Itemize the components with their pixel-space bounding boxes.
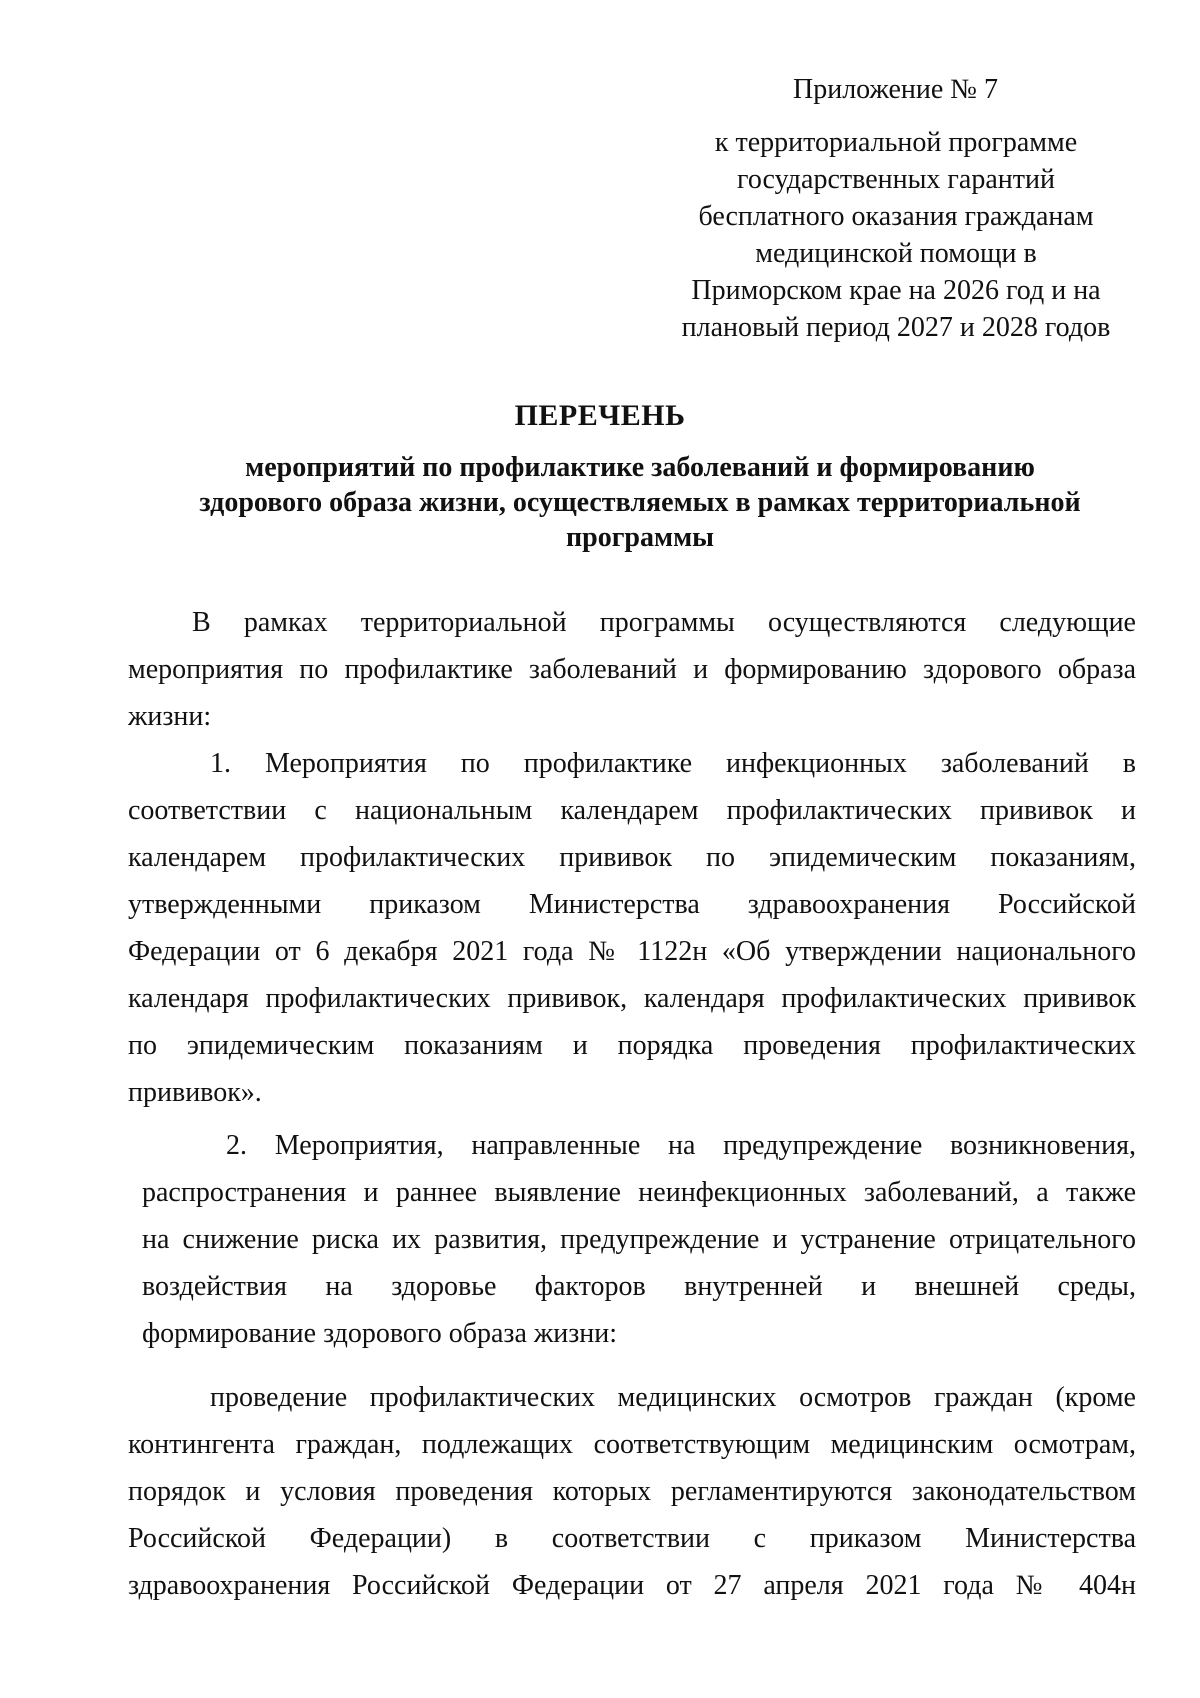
appendix-line: плановый период 2027 и 2028 годов xyxy=(681,312,1111,343)
appendix-number: Приложение № 7 xyxy=(793,74,998,105)
item2-line: распространения и раннее выявление неинфекционных заболеваний, а также xyxy=(142,1177,1136,1208)
item1-line: Федерации от 6 декабря 2021 года № 1122н «Об утверждении национального xyxy=(128,936,1136,967)
item1-line: прививок». xyxy=(128,1077,262,1108)
intro-line: мероприятия по профилактике заболеваний и формированию здорового образа xyxy=(128,654,1136,685)
item1-line: соответствии с национальным календарем профилактических прививок и xyxy=(128,795,1136,826)
appendix-reference xyxy=(655,124,1137,346)
document-subtitle xyxy=(160,450,1120,555)
item1-line: календаря профилактических прививок, календаря профилактических прививок xyxy=(128,983,1136,1014)
item2-line: на снижение риска их развития, предупреждение и устранение отрицательного xyxy=(142,1224,1136,1255)
item2-paragraph-line: проведение профилактических медицинских осмотров граждан (кроме xyxy=(210,1382,1136,1413)
appendix-line: Приморском крае на 2026 год и на xyxy=(691,275,1101,306)
subtitle-line: мероприятий по профилактике заболеваний и формированию xyxy=(245,452,1035,483)
item2-paragraph-line: здравоохранения Российской Федерации от 27 апреля 2021 года № 404н xyxy=(128,1570,1136,1601)
appendix-line: государственных гарантий xyxy=(737,164,1055,195)
subtitle-line: программы xyxy=(566,522,714,553)
item2-line: 2. Мероприятия, направленные на предупреждение возникновения, xyxy=(226,1130,1136,1161)
item1-line: по эпидемическим показаниям и порядка проведения профилактических xyxy=(128,1030,1136,1061)
item2-paragraph-line: Российской Федерации) в соответствии с приказом Министерства xyxy=(128,1523,1136,1554)
item1-line: утвержденными приказом Министерства здравоохранения Российской xyxy=(128,889,1136,920)
intro-line: жизни: xyxy=(128,701,212,732)
appendix-line: бесплатного оказания гражданам xyxy=(698,201,1094,232)
appendix-line: к территориальной программе xyxy=(714,127,1078,158)
appendix-line: медицинской помощи в xyxy=(755,238,1037,269)
item2-line: воздействия на здоровье факторов внутренней и внешней среды, xyxy=(142,1271,1136,1302)
item1-line: 1. Мероприятия по профилактике инфекционных заболеваний в xyxy=(210,748,1136,779)
intro-line: В рамках территориальной программы осуществляются следующие xyxy=(192,607,1136,638)
item2-paragraph-line: контингента граждан, подлежащих соответствующим медицинским осмотрам, xyxy=(128,1429,1136,1460)
document-title: ПЕРЕЧЕНЬ xyxy=(514,399,686,432)
item1-line: календарем профилактических прививок по эпидемическим показаниям, xyxy=(128,842,1136,873)
item2-line: формирование здорового образа жизни: xyxy=(142,1318,618,1349)
subtitle-line: здорового образа жизни, осуществляемых в рамках территориальной xyxy=(199,487,1081,518)
item2-paragraph-line: порядок и условия проведения которых регламентируются законодательством xyxy=(128,1476,1136,1507)
